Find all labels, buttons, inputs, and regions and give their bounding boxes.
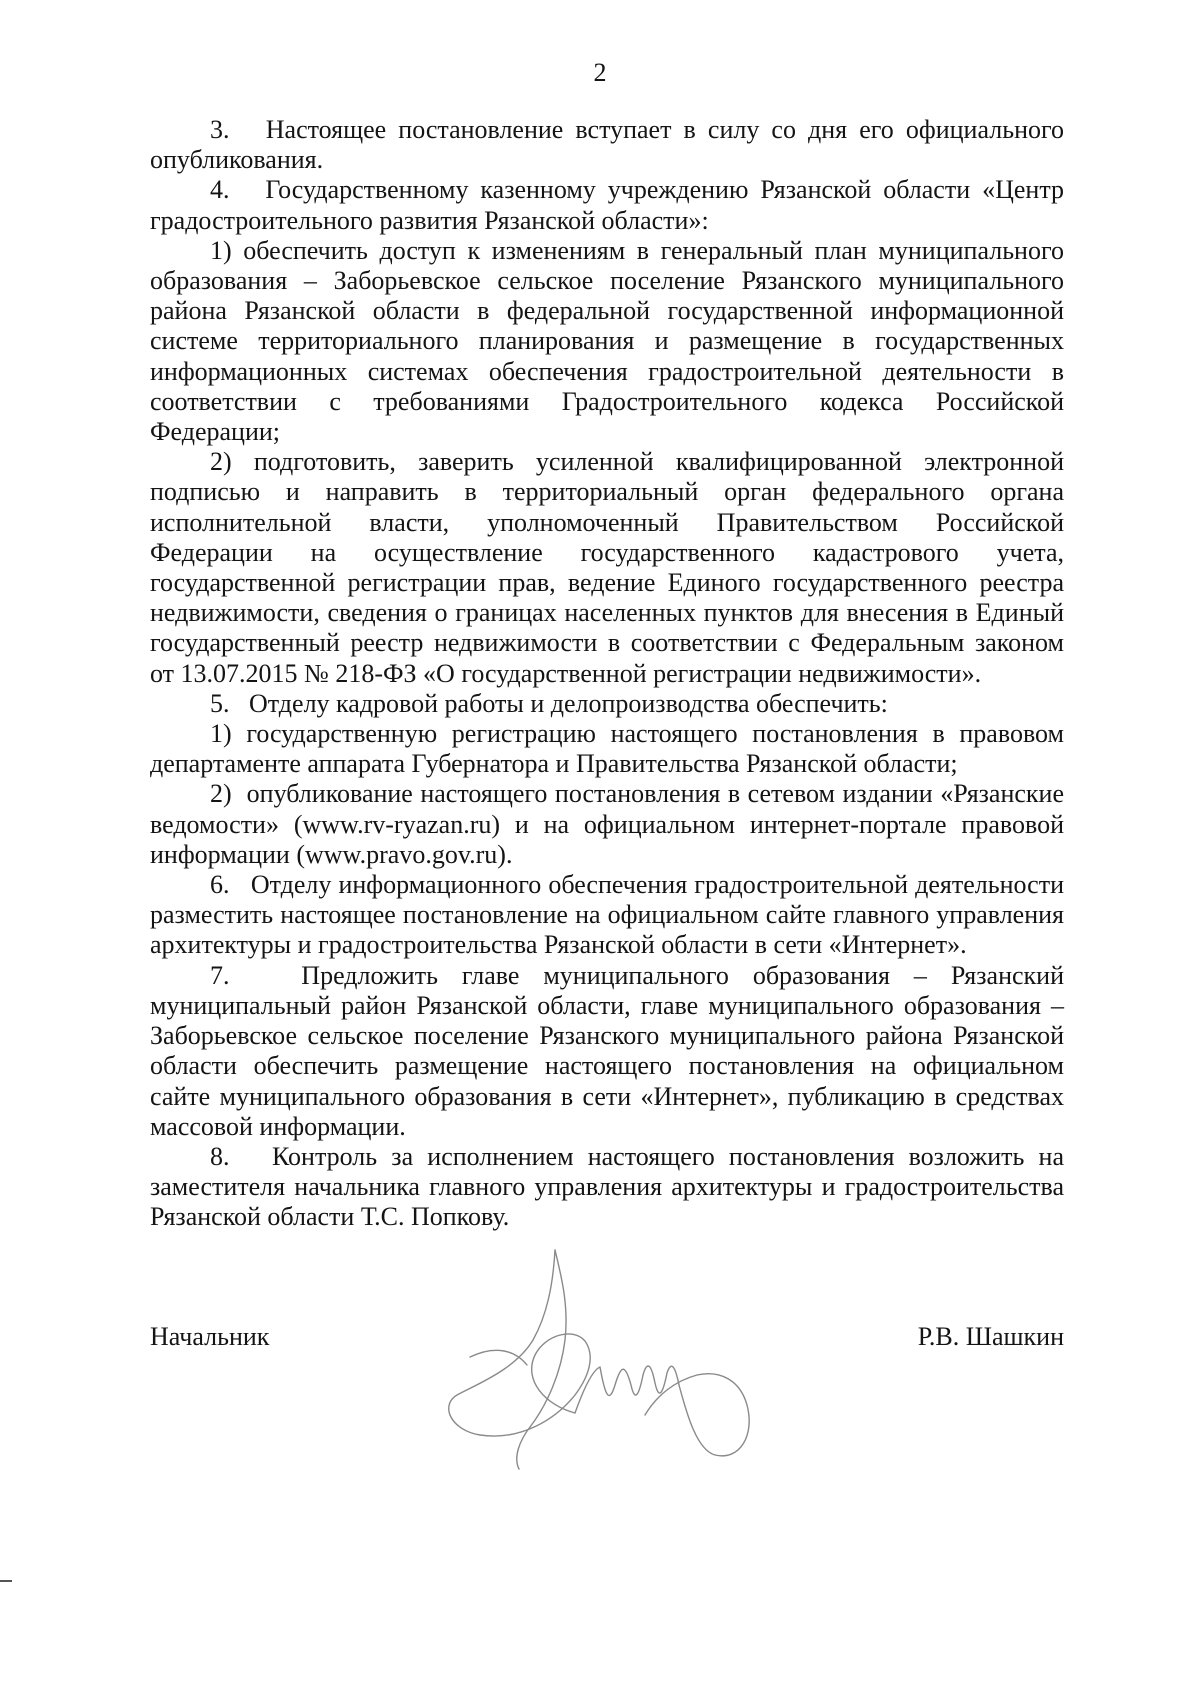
paragraph-7: 7. Предложить главе муниципального образования – Рязанский муниципальный район Рязанской области, главе муниципального образования – Заборьевское сельское поселение Рязанского муниципального района Рязанской области обеспечить размещение настоящего постановления на официальном сайте муниципального образования в сети «Интернет», публикацию в средствах массовой информации. [150,960,1064,1141]
scan-edge-mark [0,1580,12,1582]
signatory-name: Р.В. Шашкин [917,1322,1064,1351]
page-number: 2 [593,58,607,87]
paragraph-5-item-2: 2) опубликование настоящего постановления в сетевом издании «Рязанские ведомости» (www.rv-ryazan.ru) и на официальном интернет-портале правовой информации (www.pravo.gov.ru). [150,779,1064,869]
paragraph-5-intro: 5. Отделу кадровой работы и делопроизводства обеспечить: [210,688,888,718]
paragraph-5-item-1: 1) государственную регистрацию настоящего постановления в правовом департаменте аппарата Губернатора и Правительства Рязанской области; [150,719,1064,779]
paragraph-4-item-2: 2) подготовить, заверить усиленной квалифицированной электронной подписью и направить в территориальный орган федерального органа исполнительной власти, уполномоченный Правительством Российской Федерации на осуществление государственного кадастрового учета, государственной регистрации прав, ведение Единого государственного реестра недвижимости, сведения о границах населенных пунктов для внесения в Единый государственный реестр недвижимости в соответствии с Федеральным законом от 13.07.2015 № 218-ФЗ «О государственной регистрации недвижимости». [150,447,1064,688]
paragraph-4-intro: 4. Государственному казенному учреждению Рязанской области «Центр градостроительного развития Рязанской области»: [150,175,1064,235]
signature-block [150,1322,1064,1362]
paragraph-4-item-1: 1) обеспечить доступ к изменениям в генеральный план муниципального образования – Заборьевское сельское поселение Рязанского муниципального района Рязанской области в федеральной государственной информационной системе территориального планирования и размещение в государственных информационных системах обеспечения градостроительной деятельности в соответствии с требованиями Градостроительного кодекса Российской Федерации; [150,235,1064,447]
signatory-position: Начальник [150,1322,270,1351]
paragraph-3-effective-date: 3. Настоящее постановление вступает в силу со дня его официального опубликования. [150,115,1064,175]
paragraph-8: 8. Контроль за исполнением настоящего постановления возложить на заместителя начальника главного управления архитектуры и градостроительства Рязанской области Т.С. Попкову. [150,1141,1064,1232]
paragraph-6: 6. Отделу информационного обеспечения градостроительной деятельности разместить настоящее постановление на официальном сайте главного управления архитектуры и градостроительства Рязанской области в сети «Интернет». [150,870,1064,960]
document-body [150,115,1064,1233]
